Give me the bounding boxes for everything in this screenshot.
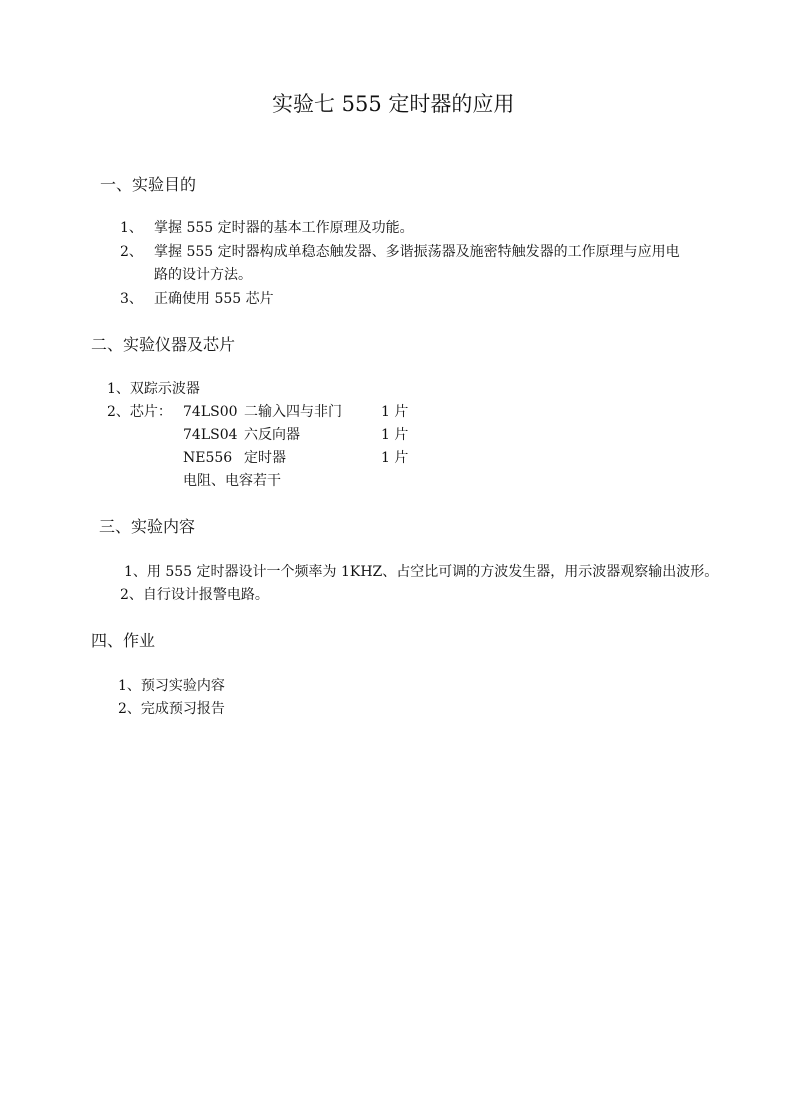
section1-item-2-continuation: 路的设计方法。 — [154, 267, 252, 283]
chip-desc: 定时器 — [244, 450, 286, 466]
section3-item-1: 1、用 555 定时器设计一个频率为 1KHZ、占空比可调的方波发生器，用示波器观察输出波形。 — [124, 564, 719, 580]
chip-desc: 二输入四与非门 — [244, 404, 342, 420]
section1-item-1-text: 掌握 555 定时器的基本工作原理及功能。 — [154, 220, 414, 236]
chip-desc: 六反向器 — [244, 427, 300, 443]
chip-qty: 1 片 — [381, 427, 409, 443]
chip-qty: 1 片 — [381, 450, 409, 466]
section1-item-2-num: 2、 — [120, 244, 143, 260]
section2-item-1: 1、双踪示波器 — [107, 381, 200, 397]
section2-heading: 二、实验仪器及芯片 — [91, 335, 236, 354]
section1-item-1-num: 1、 — [120, 220, 143, 236]
section4-item-1: 1、预习实验内容 — [118, 678, 225, 694]
section1-item-2-text: 掌握 555 定时器构成单稳态触发器、多谐振荡器及施密特触发器的工作原理与应用电 — [154, 244, 680, 260]
page-title: 实验七 555 定时器的应用 — [272, 92, 515, 116]
section1-item-3-text: 正确使用 555 芯片 — [154, 291, 274, 307]
section2-extra: 电阻、电容若干 — [183, 473, 281, 489]
chip-model: 74LS00 — [183, 404, 238, 420]
section1-heading: 一、实验目的 — [100, 175, 197, 194]
section3-item-2: 2、自行设计报警电路。 — [120, 587, 269, 603]
section4-item-2: 2、完成预习报告 — [118, 701, 225, 717]
chip-qty: 1 片 — [381, 404, 409, 420]
chip-model: NE556 — [183, 450, 233, 466]
section3-heading: 三、实验内容 — [99, 517, 196, 536]
section4-heading: 四、作业 — [91, 631, 156, 650]
section2-item-2-prefix: 2、芯片： — [107, 404, 172, 420]
section1-item-3-num: 3、 — [120, 291, 143, 307]
chip-model: 74LS04 — [183, 427, 238, 443]
